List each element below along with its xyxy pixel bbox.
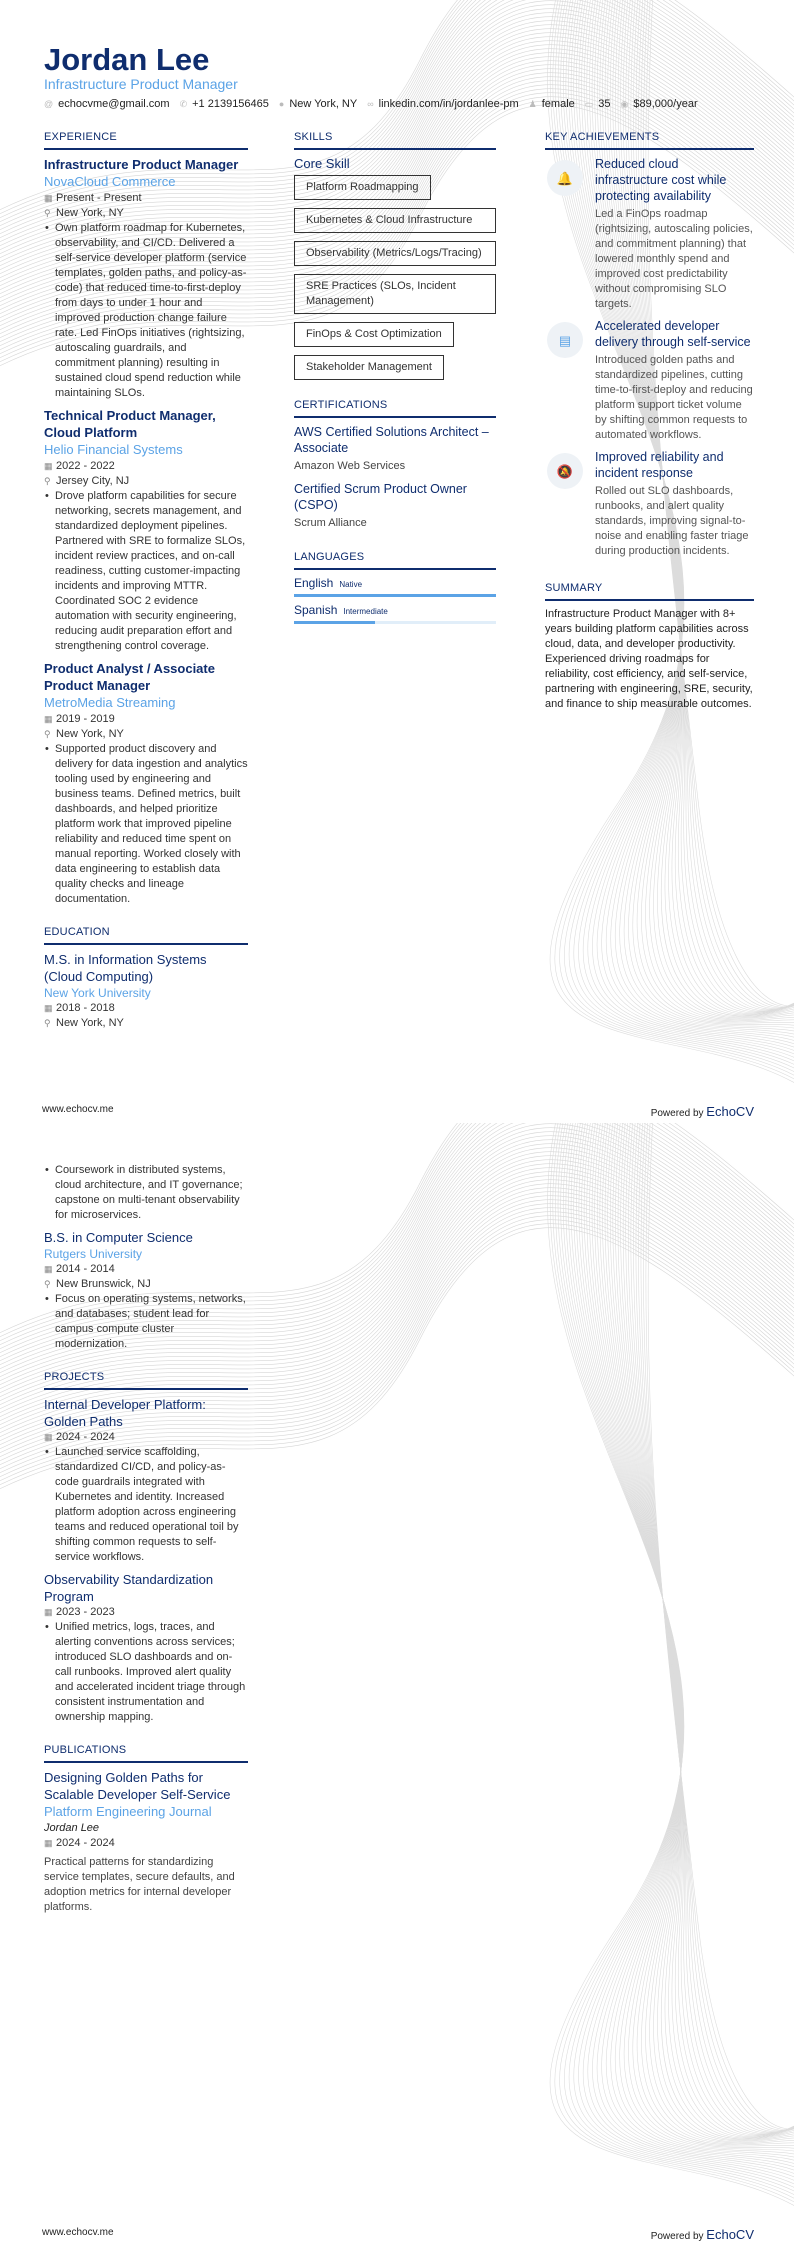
education-item: [44, 951, 248, 1031]
brand-logo: EchoCV: [706, 2227, 754, 2242]
skill-tag: SRE Practices (SLOs, Incident Management): [294, 274, 496, 314]
publication-item: [44, 1769, 248, 1915]
achievement-item: [545, 449, 754, 559]
job-bullet: • Supported product discovery and delivery for data ingestion and analytics tooling used by engineering and business teams. Defined metrics, built dashboards, and helped prioritize platform work that improved pipeline reliability and reduced time spent on manual reporting. Worked closely with data engineering to establish data quality checks and lineage documentation.: [44, 742, 248, 907]
degree: B.S. in Computer Science: [44, 1230, 193, 1245]
certification-name: AWS Certified Solutions Architect – Associate: [294, 425, 489, 455]
skill-tag: Stakeholder Management: [294, 355, 444, 380]
achievement-desc: Introduced golden paths and standardized pipelines, cutting time-to-first-deploy and reducing platform support ticket volume by shifting common requests to automated workflows.: [595, 354, 753, 441]
achievement-item: [545, 318, 754, 443]
contact-salary: ◉ $89,000/year: [620, 98, 698, 110]
certification-issuer: Scrum Alliance: [294, 517, 367, 529]
calendar-icon: ▦: [44, 461, 53, 471]
link-icon: ∞: [367, 99, 374, 109]
section-heading-experience: EXPERIENCE: [44, 130, 248, 150]
candidate-name: Jordan Lee: [44, 42, 210, 77]
project-item: [44, 1396, 248, 1565]
location-icon: ●: [278, 99, 285, 109]
language-bar: [294, 621, 496, 624]
at-icon: @: [44, 99, 54, 109]
location-icon: ⚲: [44, 476, 51, 486]
calendar-icon: ▦: [44, 1432, 53, 1442]
language-item: [294, 576, 496, 597]
contact-location: ● New York, NY: [278, 98, 358, 110]
language-name: English: [294, 576, 334, 590]
publication-author: Jordan Lee: [44, 1822, 100, 1834]
bell-slash-icon: 🔕: [547, 453, 583, 489]
job-bullet: • Own platform roadmap for Kubernetes, observability, and CI/CD. Delivered a self-service developer platform (service templates, golden paths, and policy-as-code) that reduced time-to-first-deploy from days to under 1 hour and improved production change failure rate. Led FinOps initiatives (rightsizing, autoscaling guardrails, and commitment planning) resulting in sustained cloud spend reduction while maintaining SLOs.: [44, 221, 248, 401]
publication-dates: 2024 - 2024: [56, 1837, 115, 1849]
language-bar-fill: [294, 594, 496, 597]
project-item: [44, 1571, 248, 1725]
company-name: NovaCloud Commerce: [44, 174, 176, 189]
footer-powered: [651, 2227, 754, 2242]
page-footer: [42, 2227, 754, 2242]
experience-item: [44, 407, 248, 654]
left-column: [44, 1163, 248, 1915]
powered-label: Powered by: [650, 1108, 704, 1119]
salary-icon: ◉: [620, 99, 629, 109]
contact-gender: ♟ female: [528, 98, 575, 110]
skill-tag: FinOps & Cost Optimization: [294, 322, 454, 347]
edu-location: New York, NY: [56, 1017, 124, 1029]
job-location: New York, NY: [56, 207, 124, 219]
job-location: New York, NY: [56, 728, 124, 740]
section-heading-publications: PUBLICATIONS: [44, 1743, 248, 1763]
achievement-desc: Led a FinOps roadmap (rightsizing, autoscaling policies, and commitment planning) that lowered monthly spend and improved cost predictability without compromising SLO targets.: [595, 208, 753, 310]
language-level: Intermediate: [343, 607, 388, 616]
achievement-item: [545, 156, 754, 312]
skill-tag: Platform Roadmapping: [294, 175, 431, 200]
location-icon: ⚲: [44, 1279, 51, 1289]
location-icon: ⚲: [44, 1018, 51, 1028]
footer-site-link[interactable]: www.echocv.me: [42, 2227, 114, 2238]
contact-age: ▭ 35: [584, 98, 611, 110]
calendar-icon: ▦: [44, 1607, 53, 1617]
language-level: Native: [339, 580, 363, 589]
achievement-desc: Rolled out SLO dashboards, runbooks, and alert quality standards, improving signal-to-noise and enabling faster triage during production incidents.: [595, 485, 749, 557]
project-title: Observability Standardization Program: [44, 1572, 214, 1604]
resume-page-2: [0, 1123, 794, 2246]
section-heading-projects: PROJECTS: [44, 1370, 248, 1390]
skill-group: Core Skill: [294, 156, 350, 171]
job-location: Jersey City, NJ: [56, 475, 130, 487]
section-heading-summary: SUMMARY: [545, 581, 754, 601]
archive-icon: ▤: [547, 322, 583, 358]
edu-bullet: • Focus on operating systems, networks, and databases; student lead for campus compute cluster modernization.: [44, 1292, 248, 1352]
calendar-icon: ▦: [44, 1003, 53, 1013]
job-dates: 2022 - 2022: [56, 460, 115, 472]
project-dates: 2024 - 2024: [56, 1431, 115, 1443]
edu-dates: 2014 - 2014: [56, 1263, 115, 1275]
footer-site-link[interactable]: www.echocv.me: [42, 1104, 114, 1115]
section-heading-skills: SKILLS: [294, 130, 496, 150]
person-icon: ♟: [528, 99, 537, 109]
skill-tag: Kubernetes & Cloud Infrastructure: [294, 208, 496, 233]
job-title: Infrastructure Product Manager: [44, 157, 239, 172]
location-icon: ⚲: [44, 208, 51, 218]
calendar-icon: ▦: [44, 714, 53, 724]
job-title: Product Analyst / Associate Product Manager: [44, 661, 215, 693]
experience-item: [44, 660, 248, 907]
edu-location: New Brunswick, NJ: [56, 1278, 151, 1290]
job-bullet: • Drove platform capabilities for secure networking, secrets management, and standardized deployment pipelines. Partnered with SRE to formalize SLOs, incident review practices, and on-call readiness, cutting customer-impacting incidents and improving MTTR. Coordinated SOC 2 evidence automation with security engineering, reducing audit preparation effort and strengthening control coverage.: [44, 489, 248, 654]
job-title: Technical Product Manager, Cloud Platform: [44, 408, 216, 440]
summary-text: Infrastructure Product Manager with 8+ years building platform capabilities across cloud, data, and developer productivity. Experienced driving roadmaps for reliability, cost efficiency, and self-service, partnering with engineering, SRE, security, and finance to ship measurable outcomes.: [545, 608, 753, 710]
contact-phone[interactable]: ✆ +1 2139156465: [179, 98, 269, 110]
experience-item: [44, 156, 248, 401]
section-heading-achievements: KEY ACHIEVEMENTS: [545, 130, 754, 150]
powered-label: Powered by: [650, 2231, 704, 2242]
publication-venue: Platform Engineering Journal: [44, 1804, 212, 1819]
achievement-title: Reduced cloud infrastructure cost while protecting availability: [595, 157, 727, 203]
brand-logo: EchoCV: [706, 1104, 754, 1119]
edu-bullet: • Coursework in distributed systems, cloud architecture, and IT governance; capstone on multi-tenant observability for microservices.: [44, 1163, 248, 1223]
publication-desc: Practical patterns for standardizing service templates, secure defaults, and adoption metrics for internal developer platforms.: [44, 1856, 235, 1913]
certification-name: Certified Scrum Product Owner (CSPO): [294, 482, 467, 512]
skill-tag: Observability (Metrics/Logs/Tracing): [294, 241, 496, 266]
calendar-icon: ▭: [584, 99, 594, 109]
achievement-title: Accelerated developer delivery through self-service: [595, 319, 751, 349]
page-footer: [42, 1104, 754, 1119]
section-heading-education: EDUCATION: [44, 925, 248, 945]
contact-row: [44, 98, 698, 110]
contact-email[interactable]: @ echocvme@gmail.com: [44, 98, 170, 110]
footer-powered: [651, 1104, 754, 1119]
calendar-icon: ▦: [44, 193, 53, 203]
project-title: Internal Developer Platform: Golden Paths: [44, 1397, 206, 1429]
language-bar-fill: [294, 621, 375, 624]
job-dates: 2019 - 2019: [56, 713, 115, 725]
contact-linkedin[interactable]: ∞ linkedin.com/in/jordanlee-pm: [367, 98, 519, 110]
company-name: Helio Financial Systems: [44, 442, 183, 457]
middle-column: [294, 130, 496, 630]
edu-dates: 2018 - 2018: [56, 1002, 115, 1014]
language-item: [294, 603, 496, 624]
school-name: New York University: [44, 986, 151, 1000]
company-name: MetroMedia Streaming: [44, 695, 176, 710]
section-heading-languages: LANGUAGES: [294, 550, 496, 570]
school-name: Rutgers University: [44, 1247, 143, 1261]
degree: M.S. in Information Systems (Cloud Computing): [44, 952, 207, 984]
phone-icon: ✆: [179, 99, 188, 109]
publication-title: Designing Golden Paths for Scalable Developer Self-Service: [44, 1770, 231, 1802]
job-dates: Present - Present: [56, 192, 142, 204]
project-bullet: • Unified metrics, logs, traces, and alerting conventions across services; introduced SLO dashboards and on-call runbooks. Improved alert quality and accelerated incident triage through consistent instrumentation and ownership mapping.: [44, 1620, 248, 1725]
language-name: Spanish: [294, 603, 338, 617]
bell-icon: 🔔: [547, 160, 583, 196]
project-bullet: • Launched service scaffolding, standardized CI/CD, and policy-as-code guardrails integrated with Kubernetes and identity. Increased platform adoption across engineering teams and reduced operational toil by shifting common requests to self-service workflows.: [44, 1445, 248, 1565]
certification-issuer: Amazon Web Services: [294, 460, 406, 472]
project-dates: 2023 - 2023: [56, 1606, 115, 1618]
language-bar: [294, 594, 496, 597]
right-column: [545, 130, 754, 712]
achievement-title: Improved reliability and incident response: [595, 450, 724, 480]
education-item: [44, 1229, 248, 1352]
calendar-icon: ▦: [44, 1838, 53, 1848]
left-column: [44, 130, 248, 1031]
calendar-icon: ▦: [44, 1264, 53, 1274]
location-icon: ⚲: [44, 729, 51, 739]
section-heading-certifications: CERTIFICATIONS: [294, 398, 496, 418]
candidate-title: Infrastructure Product Manager: [44, 76, 238, 92]
